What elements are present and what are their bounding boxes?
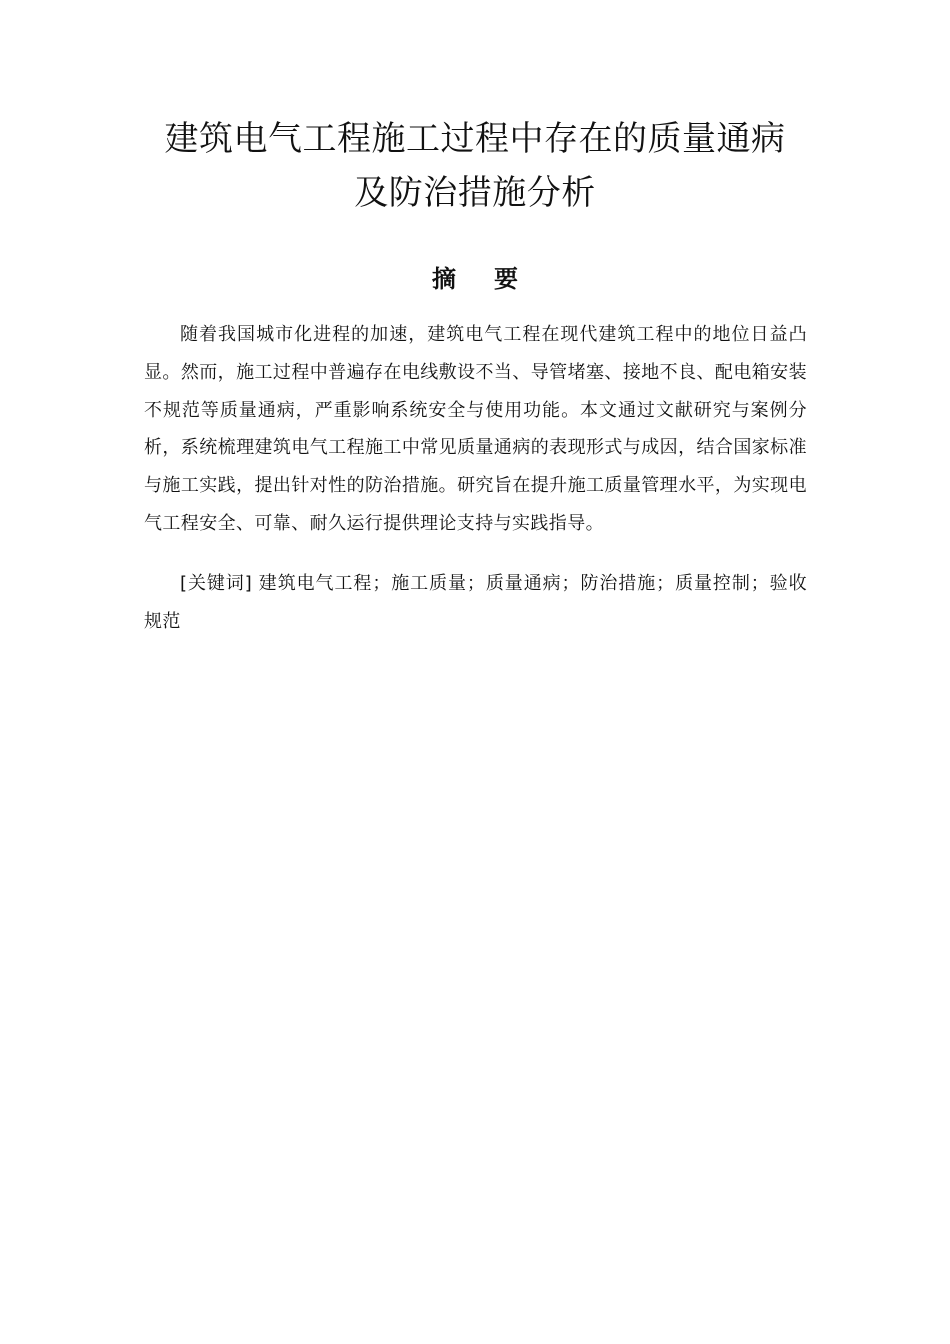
- keywords-paragraph: [144, 565, 807, 641]
- title-line-1: 建筑电气工程施工过程中存在的质量通病: [164, 119, 786, 159]
- document-title: [120, 112, 830, 220]
- keywords-label: [关键词]: [180, 573, 253, 594]
- title-line-2: 及防治措施分析: [354, 173, 596, 213]
- abstract-paragraph: 随着我国城市化进程的加速，建筑电气工程在现代建筑工程中的地位日益凸显。然而，施工过程中普遍存在电线敷设不当、导管堵塞、接地不良、配电箱安装不规范等质量通病，严重影响系统安全与使用功能。本文通过文献研究与案例分析，系统梳理建筑电气工程施工中常见质量通病的表现形式与成因，结合国家标准与施工实践，提出针对性的防治措施。研究旨在提升施工质量管理水平，为实现电气工程安全、可靠、耐久运行提供理论支持与实践指导。: [144, 324, 807, 534]
- abstract-heading: 摘要: [432, 265, 556, 293]
- keywords-list: 建筑电气工程；施工质量；质量通病；防治措施；质量控制；验收规范: [144, 573, 808, 632]
